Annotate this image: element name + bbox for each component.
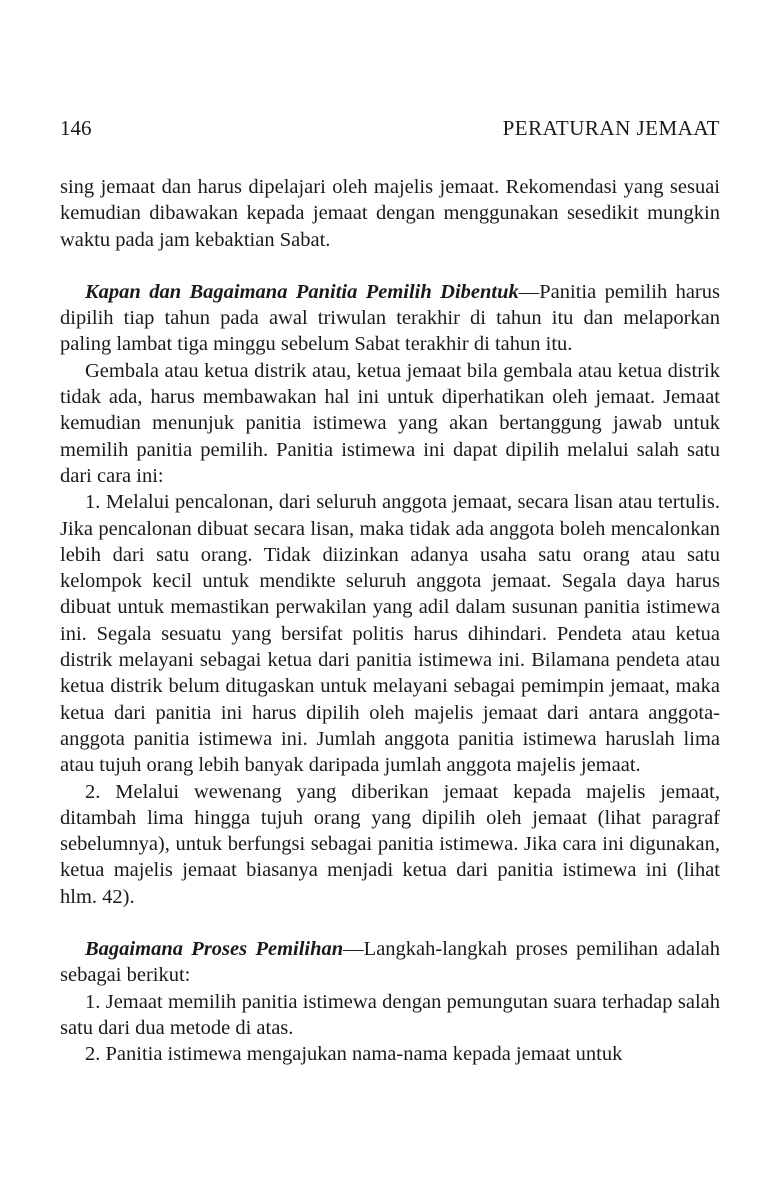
document-page <box>60 112 720 1068</box>
section-paragraph-process <box>60 936 720 989</box>
section-paragraph-formation <box>60 279 720 358</box>
running-header <box>60 112 720 144</box>
section-heading-process: Bagaimana Proses Pemilihan <box>85 938 344 961</box>
list-item-step-1: 1. Jemaat memilih panitia istimewa dengan pemungutan suara terhadap salah satu dari dua metode di atas. <box>60 990 720 1039</box>
list-item-step-2: 2. Panitia istimewa mengajukan nama-nama kepada jemaat untuk <box>85 1043 623 1066</box>
section-heading-formation: Kapan dan Bagaimana Panitia Pemilih Dibentuk <box>85 280 519 303</box>
list-item-method-1: 1. Melalui pencalonan, dari seluruh anggota jemaat, secara lisan atau tertulis. Jika pencalonan dibuat secara lisan, maka tidak ada anggota boleh mencalonkan lebih dari satu orang. Tidak diizinkan adanya usaha satu orang atau satu kelompok kecil untuk mendikte seluruh anggota jemaat. Segala daya harus dibuat untuk memastikan perwakilan yang adil dalam susunan panitia istimewa ini. Segala sesuatu yang bersifat politis harus dihindari. Pendeta atau ketua distrik melayani sebagai ketua dari panitia istimewa ini. Bilamana pendeta atau ketua distrik belum ditugaskan untuk melayani sebagai pemimpin jemaat, maka ketua dari panitia ini harus dipilih oleh majelis jemaat dari antara anggota-anggota panitia istimewa ini. Jumlah anggota panitia istimewa haruslah lima atau tujuh orang lebih banyak daripada jumlah anggota majelis jemaat. <box>60 491 720 777</box>
list-item-method-2: 2. Melalui wewenang yang diberikan jemaat kepada majelis jemaat, ditambah lima hingga tujuh orang yang dipilih oleh jemaat (lihat paragraf sebelumnya), untuk berfungsi sebagai panitia istimewa. Jika cara ini digunakan, ketua majelis jemaat biasanya menjadi ketua dari panitia istimewa ini (lihat hlm. 42). <box>60 780 720 908</box>
running-title: PERATURAN JEMAAT <box>502 116 720 140</box>
section-text-formation: —Panitia pemilih harus dipilih tiap tahun pada awal triwulan terakhir di tahun itu dan melaporkan paling lambat tiga minggu sebelum Sabat terakhir di tahun itu. <box>60 280 720 356</box>
body-text <box>60 174 720 1068</box>
paragraph-continuation: sing jemaat dan harus dipelajari oleh majelis jemaat. Rekomendasi yang sesuai kemudian dibawakan kepada jemaat dengan menggunakan sesedikit mungkin waktu pada jam kebaktian Sabat. <box>60 176 720 251</box>
page-number: 146 <box>60 116 92 140</box>
section-text-process: —Langkah-langkah proses pemilihan adalah sebagai berikut: <box>60 938 720 987</box>
paragraph-pastor-role: Gembala atau ketua distrik atau, ketua jemaat bila gembala atau ketua distrik tidak ada, harus membawakan hal ini untuk diperhatikan oleh jemaat. Jemaat kemudian menunjuk panitia istimewa yang akan bertanggung jawab untuk memilih panitia pemilih. Panitia istimewa ini dapat dipilih melalui salah satu dari cara ini: <box>60 359 720 487</box>
